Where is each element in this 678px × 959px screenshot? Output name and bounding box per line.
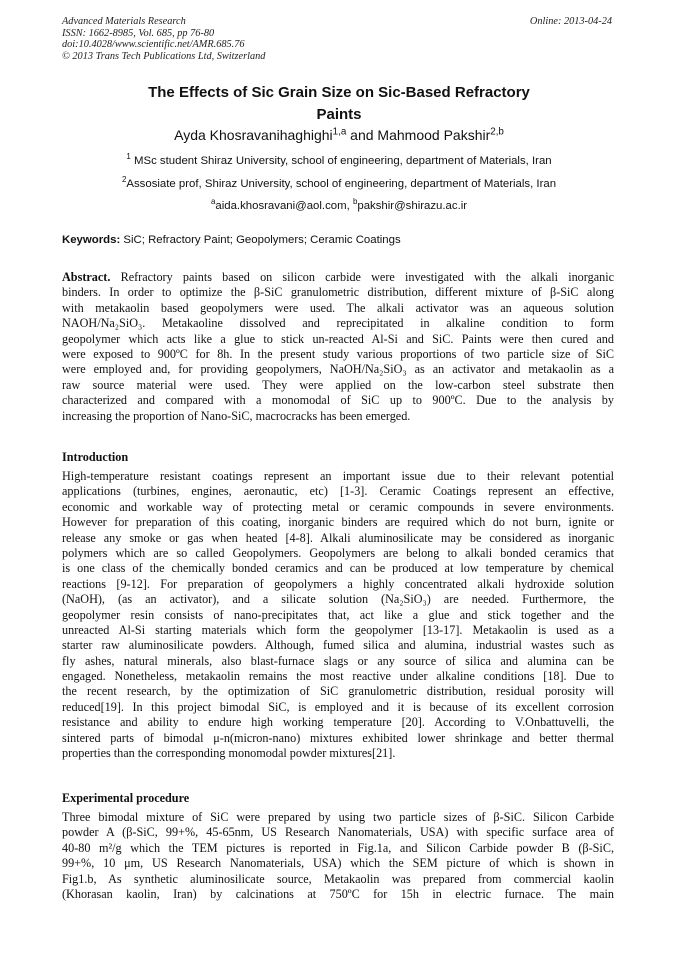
journal-header <box>62 16 265 62</box>
affiliation-1 <box>0 154 678 168</box>
intro-line: polymers which are so called Geopolymers. Geopolymers are belong to alkali bonded ceramics that <box>62 545 614 560</box>
journal-name: Advanced Materials Research <box>62 16 186 27</box>
email-a[interactable]: aida.khosravani@aol.com, <box>215 200 353 212</box>
abstract-line: binders. In order to optimize the β-SiC granulometric distribution, different mixture of β-SiC along <box>62 285 614 300</box>
affiliation-1-text: MSc student Shiraz University, school of engineering, department of Materials, Iran <box>130 155 552 167</box>
intro-line: properties than the corresponding monomodal powder mixtures[21]. <box>62 746 396 761</box>
abstract-line: increasing the proportion of Nano-SiC, macrocracks has been emerged. <box>62 408 411 423</box>
abstract-line: geopolymer which acts like a glue to stick un-reacted Al-Si and SiC. Paints were then cured and <box>62 331 614 346</box>
author-line <box>0 126 678 144</box>
title-line-2: Paints <box>316 106 362 123</box>
experimental-heading: Experimental procedure <box>62 791 190 805</box>
intro-line: High-temperature resistant coatings represent an important issue due to their relevant potential <box>62 469 614 483</box>
intro-line: resistance and ability to endure high working temperature [20]. According to V.Onbattuvelli, the <box>62 715 614 730</box>
intro-line: However for preparation of this coating, inorganic binders are required which do not burn, ignite or <box>62 515 614 530</box>
abstract-line <box>62 270 614 285</box>
keywords-label: Keywords: <box>62 234 121 246</box>
title-line-1: The Effects of Sic Grain Size on Sic-Based Refractory <box>148 84 530 101</box>
email-b-marker: b <box>352 197 358 207</box>
abstract-line: were exposed to 900ºC for 8h. In the present study various proportions of two particle size of SiC <box>62 346 614 361</box>
abstract-line: characterized and compared with a monomodal of SiC up to 900ºC. Due to the analysis by <box>62 393 614 408</box>
author-1: Ayda Khosravanihaghighi <box>174 127 333 143</box>
intro-line: unreacted Al-Si starting materials which form the geopolymer [13-17]. Metakaolin is used as a <box>62 622 614 637</box>
author-2: and Mahmood Pakshir <box>346 127 491 143</box>
intro-line: release any smoke or gas when heated [4-8]. Alkali aluminosilicate may be considered as inorganic <box>62 530 614 545</box>
intro-line: starter raw aluminosilicate powders. Although, fumed silica and alumina, industrial wastes such as <box>62 638 614 653</box>
intro-line: reduced[19]. In this project bimodal SiC, is employed and it is because of its excellent corrosion <box>62 699 614 714</box>
copyright-line: © 2013 Trans Tech Publications Ltd, Switzerland <box>62 50 266 62</box>
author-2-superscript: 2,b <box>490 126 504 138</box>
doi-line: doi:10.4028/www.scientific.net/AMR.685.76 <box>62 39 245 51</box>
abstract-label: Abstract. <box>62 270 111 284</box>
author-1-superscript: 1,a <box>332 126 347 138</box>
experimental-line: powder A (β-SiC, 99+%, 45-65nm, US Research Nanomaterials, USA) with specific surface area of <box>62 825 614 840</box>
introduction-heading: Introduction <box>62 450 129 464</box>
paper-title <box>90 82 588 126</box>
abstract-line: raw source material were used. They were applied on the low-carbon steel substrate then <box>62 377 614 392</box>
intro-line: geopolymer resin consists of nano-precipitates that, act like a glue and stick together and the <box>62 607 614 622</box>
intro-line: economic and workable way of protecting metal or ceramic compounds in severe environments. <box>62 499 614 514</box>
intro-line: fly ashes, natural minerals, also blast-furnace slags or any source of silica and alumina can be <box>62 653 614 668</box>
abstract-line-text: Refractory paints based on silicon carbide were investigated with the alkali inorganic <box>110 270 614 284</box>
keywords <box>62 233 401 247</box>
intro-line: engaged. Nonetheless, metakaolin remains the most reactive under alkaline conditions [18]. Due to <box>62 669 614 684</box>
intro-line: is one class of the chemically bonded ceramics and can be produced at low temperature by chemical <box>62 561 614 576</box>
affiliation-2 <box>0 177 678 191</box>
experimental-line: (Khorasan kaolin, Iran) by calcinations at 750ºC for 15h in electric furnace. The main <box>62 886 614 901</box>
email-line <box>0 199 678 213</box>
intro-line: sintered parts of bimodal μ-n(micron-nano) mixtures exhibited lower shrinkage and better thermal <box>62 730 614 745</box>
intro-line: the recent research, by the optimization of SiC granulometric distribution, residual porosity will <box>62 684 614 699</box>
experimental-line: Fig1.b, As synthetic aluminosilicate source, Metakaolin was prepared from commercial kaolin <box>62 871 614 886</box>
intro-line: reactions [9-12]. For preparation of geopolymers a highly concentrated alkali hydroxide solution <box>62 576 614 591</box>
intro-line: (NaOH), (as an activator), and a silicate solution (Na₂SiO₃) are needed. Furthermore, the <box>62 592 614 607</box>
experimental-line: 40-80 m²/g which the TEM pictures is reported in Fig.1a, and Silicon Carbide powder B (β-SiC, <box>62 840 614 855</box>
email-a-marker: a <box>210 197 216 207</box>
experimental-paragraph <box>62 810 614 902</box>
affiliation-1-marker: 1 <box>126 152 131 162</box>
affiliation-2-marker: 2 <box>121 175 127 185</box>
email-b[interactable]: pakshir@shirazu.ac.ir <box>357 200 468 212</box>
abstract-line: were employed and, for providing geopolymers, NaOH/Na₂SiO₃ as an activator and metakaolin as a <box>62 362 614 377</box>
introduction-paragraph <box>62 469 614 761</box>
issn-line: ISSN: 1662-8985, Vol. 685, pp 76-80 <box>62 27 215 39</box>
keywords-text: SiC; Refractory Paint; Geopolymers; Ceramic Coatings <box>120 234 401 246</box>
online-date: Online: 2013-04-24 <box>529 16 612 27</box>
affiliation-2-text: Assosiate prof, Shiraz University, school of engineering, department of Materials, Iran <box>126 178 557 190</box>
experimental-line: 99+%, 10 μm, US Research Nanomaterials, USA) which the SEM picture of which is shown in <box>62 856 614 871</box>
experimental-line: Three bimodal mixture of SiC were prepared by using two particle sizes of β-SiC. Silicon Carbide <box>62 810 614 824</box>
intro-line: applications (turbines, engines, aeronautic, etc) [1-3]. Ceramic Coatings represent an effective, <box>62 484 614 499</box>
abstract-line: with metakaolin based geopolymers were used. The alkali activator was an aqueous solution <box>62 300 614 315</box>
abstract-paragraph <box>62 270 614 424</box>
abstract-line: NAOH/Na₂SiO₃. Metakaoline dissolved and reprecipitated in alkaline condition to form <box>62 316 614 331</box>
